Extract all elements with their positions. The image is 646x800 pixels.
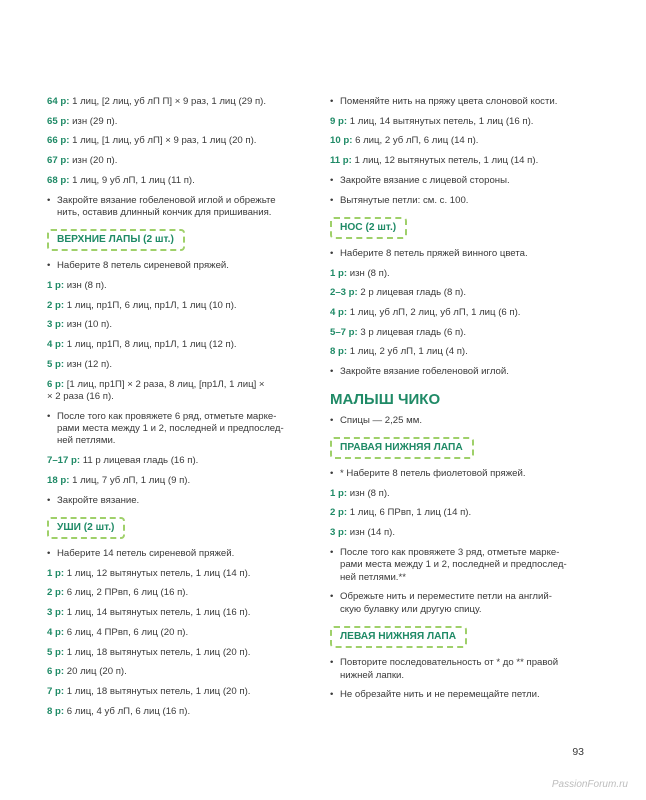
bullet-note [330,248,585,260]
row-number: 8 р: [47,705,65,717]
row-number: 1 р: [47,280,65,292]
row-text: 1 лиц, 14 вытянутых петель, 1 лиц (16 п). [349,115,534,127]
row-number: 6 р: [47,378,65,390]
row-instruction [47,568,309,580]
bullet-note [330,591,585,616]
row-instruction [47,607,309,619]
bullet-line: Повторите последовательность от * до ** правой [340,657,559,669]
row-number: 7 р: [47,685,65,697]
bullet-line: * Наберите 8 петель фиолетовой пряжей. [340,467,526,479]
row-text: 1 лиц, 7 уб лП, 1 лиц (9 п). [72,474,191,486]
row-text: 1 лиц, пр1П, 6 лиц, пр1Л, 1 лиц (10 п). [66,299,237,311]
row-number: 4 р: [47,339,65,351]
bullet-line: скую булавку или другую спицу. [340,603,482,615]
section-header-label: ЛЕВАЯ НИЖНЯЯ ЛАПА [330,626,467,648]
bullet-line: Спицы — 2,25 мм. [340,414,422,426]
row-number: 18 р: [47,474,70,486]
row-text: 1 лиц, [1 лиц, уб лП] × 9 раз, 1 лиц (20 п). [72,135,257,147]
bullet-line: Поменяйте нить на пряжу цвета слоновой кости. [340,96,558,107]
row-text: 2 р лицевая гладь (8 п). [360,287,467,299]
row-text: 1 лиц, 14 вытянутых петель, 1 лиц (16 п). [66,607,251,619]
row-number: 67 р: [47,155,70,167]
bullet-line: Не обрезайте нить и не перемещайте петли. [340,689,540,701]
row-instruction [47,155,309,167]
row-number: 4 р: [330,307,348,319]
row-text: изн (14 п). [349,527,396,539]
row-instruction [47,280,309,292]
row-number: 2–3 р: [330,287,358,299]
row-number: 64 р: [47,96,70,107]
bullet-line: ней петлями. [57,435,116,447]
row-text: 1 лиц, уб лП, 2 лиц, уб лП, 1 лиц (6 п). [349,307,521,319]
row-text: 1 лиц, 12 вытянутых петель, 1 лиц (14 п). [66,567,251,579]
section-header [330,437,585,459]
row-instruction [47,135,309,147]
row-text: 6 лиц, 4 уб лП, 6 лиц (16 п). [66,705,191,717]
row-number: 5 р: [47,358,65,370]
bullet-line: Закройте вязание гобеленовой иглой. [340,366,509,378]
bullet-line: рами места между 1 и 2, последней и предпослед- [57,423,284,435]
row-number: 10 р: [330,135,353,147]
bullet-note [330,366,585,378]
row-instruction [330,488,585,500]
section-header-label: НОС (2 шт.) [330,217,407,239]
section-header [47,229,309,251]
row-text: 20 лиц (20 п). [66,666,127,678]
row-number: 8 р: [330,346,348,358]
row-instruction [330,135,585,147]
row-number: 4 р: [47,626,65,638]
bullet-line: нижней лапки. [340,669,405,681]
row-text: [1 лиц, пр1П] × 2 раза, 8 лиц, [пр1Л, 1 лиц] × [66,378,265,390]
row-number: 2 р: [330,507,348,519]
row-instruction [47,379,309,404]
row-instruction [47,175,309,187]
section-header [47,517,309,539]
bullet-note [47,260,309,272]
bullet-note [330,96,585,108]
row-text-continued: × 2 раза (16 п). [47,390,114,402]
bullet-line: Наберите 8 петель сиреневой пряжей. [57,260,229,272]
row-number: 11 р: [330,155,352,167]
row-instruction [47,319,309,331]
bullet-note [47,195,309,220]
row-instruction [330,155,585,167]
right-column [330,96,585,709]
row-number: 5 р: [47,646,65,658]
bullet-note [330,195,585,207]
bullet-line: Закройте вязание с лицевой стороны. [340,174,510,186]
row-instruction [47,300,309,312]
row-text: изн (12 п). [66,358,113,370]
row-number: 66 р: [47,135,70,147]
row-text: 6 лиц, 2 уб лП, 6 лиц (14 п). [355,135,479,147]
row-number: 2 р: [47,587,65,599]
section-header [330,626,585,648]
row-instruction [47,627,309,639]
bullet-line: Закройте вязание гобеленовой иглой и обрежьте [57,194,276,206]
left-column [47,96,309,725]
row-number: 65 р: [47,115,70,127]
bullet-line: После того как провяжете 6 ряд, отметьте марке- [57,410,277,422]
row-instruction [330,287,585,299]
row-text: 1 лиц, 9 уб лП, 1 лиц (11 п). [72,174,195,186]
row-instruction [47,647,309,659]
pattern-title: МАЛЫШ ЧИКО [330,390,441,408]
row-instruction [47,359,309,371]
row-text: изн (8 п). [349,487,390,499]
row-text: изн (8 п). [66,280,107,292]
row-number: 1 р: [47,567,65,579]
row-text: 1 лиц, 18 вытянутых петель, 1 лиц (20 п). [66,685,251,697]
row-text: 1 лиц, пр1П, 8 лиц, пр1Л, 1 лиц (12 п). [66,339,237,351]
section-header-label: ПРАВАЯ НИЖНЯЯ ЛАПА [330,437,474,459]
row-text: 1 лиц, [2 лиц, уб лП П] × 9 раз, 1 лиц (29 п). [72,96,267,107]
row-instruction [47,686,309,698]
bullet-line: Обрежьте нить и переместите петли на англий- [340,591,552,603]
row-number: 6 р: [47,666,65,678]
bullet-line: Вытянутые петли: см. с. 100. [340,194,469,206]
row-text: изн (29 п). [72,115,118,127]
page-number: 93 [572,746,584,758]
bullet-line: Наберите 8 петель пряжей винного цвета. [340,247,528,259]
row-number: 3 р: [47,319,65,331]
row-instruction [330,327,585,339]
bullet-note [330,468,585,480]
row-number: 5–7 р: [330,326,358,338]
row-instruction [330,346,585,358]
bullet-note [330,415,585,427]
row-text: 1 лиц, 12 вытянутых петель, 1 лиц (14 п). [354,155,539,167]
row-text: изн (20 п). [72,155,118,167]
row-instruction [330,527,585,539]
row-instruction [47,455,309,467]
row-text: 6 лиц, 2 ПРвп, 6 лиц (16 п). [66,587,189,599]
row-text: изн (10 п). [66,319,113,331]
row-number: 7–17 р: [47,455,81,467]
row-instruction [47,96,309,108]
bullet-note [47,548,309,560]
row-number: 3 р: [330,527,348,539]
section-header-label: УШИ (2 шт.) [47,517,125,539]
row-instruction [330,268,585,280]
row-instruction [330,307,585,319]
watermark: PassionForum.ru [551,779,628,790]
bullet-line: ней петлями.** [340,571,406,583]
row-number: 1 р: [330,487,348,499]
bullet-note [47,411,309,448]
bullet-note [47,495,309,507]
row-text: 11 р лицевая гладь (16 п). [82,455,199,467]
row-number: 9 р: [330,115,348,127]
bullet-line: Наберите 14 петель сиреневой пряжей. [57,547,235,559]
row-instruction [47,475,309,487]
row-instruction [47,116,309,128]
bullet-note [330,175,585,187]
row-instruction [47,706,309,718]
row-instruction [330,507,585,519]
row-text: 1 лиц, 18 вытянутых петель, 1 лиц (20 п). [66,646,251,658]
row-text: 6 лиц, 4 ПРвп, 6 лиц (20 п). [66,626,189,638]
bullet-line: нить, оставив длинный кончик для пришивания. [57,206,272,218]
row-instruction [330,116,585,128]
row-number: 3 р: [47,607,65,619]
bullet-line: Закройте вязание. [57,494,140,506]
row-number: 68 р: [47,174,70,186]
row-instruction [47,339,309,351]
row-instruction [47,587,309,599]
bullet-line: После того как провяжете 3 ряд, отметьте марке- [340,546,560,558]
row-text: 1 лиц, 2 уб лП, 1 лиц (4 п). [349,346,468,358]
row-instruction [47,666,309,678]
bullet-note [330,657,585,682]
bullet-note [330,689,585,701]
row-text: 1 лиц, 6 ПРвп, 1 лиц (14 п). [349,507,472,519]
bullet-line: рами места между 1 и 2, последней и предпослед- [340,559,567,571]
row-text: изн (8 п). [349,267,390,279]
row-text: 3 р лицевая гладь (6 п). [360,326,467,338]
section-header [330,217,585,239]
bullet-note [330,547,585,584]
section-header-label: ВЕРХНИЕ ЛАПЫ (2 шт.) [47,229,185,251]
row-number: 1 р: [330,267,348,279]
row-number: 2 р: [47,299,65,311]
